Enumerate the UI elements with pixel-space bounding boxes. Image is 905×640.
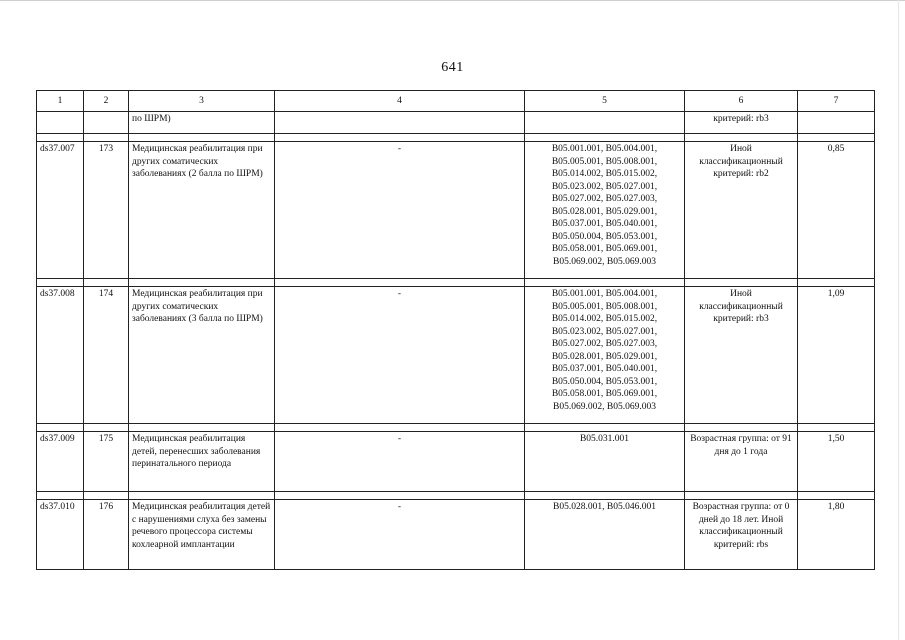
services-cell: B05.031.001 [525, 432, 685, 492]
header-cell: 3 [129, 91, 275, 112]
number-cell: 173 [84, 142, 129, 279]
row-separator [37, 279, 875, 287]
header-cell: 6 [685, 91, 798, 112]
table-row [37, 432, 875, 492]
header-cell: 2 [84, 91, 129, 112]
table-cell [84, 112, 129, 134]
header-row [37, 91, 875, 112]
coefficient-cell: 1,09 [798, 287, 875, 424]
col4-cell: - [275, 500, 525, 570]
scan-edge-shadow [898, 0, 899, 640]
code-cell: ds37.007 [37, 142, 84, 279]
name-cell: Медицинская реабилитация детей, перенесших заболевания перинатального периода [129, 432, 275, 492]
scan-edge-line [0, 0, 905, 1]
name-cell: Медицинская реабилитация при других соматических заболеваниях (3 балла по ШРМ) [129, 287, 275, 424]
row-separator [37, 424, 875, 432]
criterion-cell: Иной классификационный критерий: rb2 [685, 142, 798, 279]
table-cell [525, 112, 685, 134]
header-cell: 5 [525, 91, 685, 112]
col4-cell: - [275, 287, 525, 424]
number-cell: 174 [84, 287, 129, 424]
services-cell: B05.001.001, B05.004.001, B05.005.001, B05.008.001, B05.014.002, B05.015.002, B05.023.002, B05.027.001, B05.027.002, B05.027.003, B05.028.001, B05.029.001, B05.037.001, B05.040.001, B05.050.004, B05.053.001, B05.058.001, B05.069.001, B05.069.002, B05.069.003 [525, 287, 685, 424]
coefficient-cell: 1,80 [798, 500, 875, 570]
name-cell: Медицинская реабилитация детей с нарушениями слуха без замены речевого процессора системы кохлеарной имплантации [129, 500, 275, 570]
row-separator [37, 134, 875, 142]
tariff-table [36, 90, 875, 570]
header-cell: 7 [798, 91, 875, 112]
table-cell: критерий: rb3 [685, 112, 798, 134]
coefficient-cell: 0,85 [798, 142, 875, 279]
table-cell [37, 112, 84, 134]
table-row [37, 500, 875, 570]
criterion-cell: Возрастная группа: от 91 дня до 1 года [685, 432, 798, 492]
table-cell: по ШРМ) [129, 112, 275, 134]
number-cell: 175 [84, 432, 129, 492]
page-number: 641 [441, 60, 464, 75]
table-cell [275, 112, 525, 134]
coefficient-cell: 1,50 [798, 432, 875, 492]
table-row [37, 287, 875, 424]
code-cell: ds37.009 [37, 432, 84, 492]
continuation-row [37, 112, 875, 134]
number-cell: 176 [84, 500, 129, 570]
header-cell: 1 [37, 91, 84, 112]
criterion-cell: Возрастная группа: от 0 дней до 18 лет. Иной классификационный критерий: rbs [685, 500, 798, 570]
name-cell: Медицинская реабилитация при других соматических заболеваниях (2 балла по ШРМ) [129, 142, 275, 279]
col4-cell: - [275, 142, 525, 279]
code-cell: ds37.008 [37, 287, 84, 424]
header-cell: 4 [275, 91, 525, 112]
row-separator [37, 492, 875, 500]
table-cell [798, 112, 875, 134]
table-row [37, 142, 875, 279]
services-cell: B05.001.001, B05.004.001, B05.005.001, B05.008.001, B05.014.002, B05.015.002, B05.023.002, B05.027.001, B05.027.002, B05.027.003, B05.028.001, B05.029.001, B05.037.001, B05.040.001, B05.050.004, B05.053.001, B05.058.001, B05.069.001, B05.069.002, B05.069.003 [525, 142, 685, 279]
criterion-cell: Иной классификационный критерий: rb3 [685, 287, 798, 424]
col4-cell: - [275, 432, 525, 492]
services-cell: B05.028.001, B05.046.001 [525, 500, 685, 570]
code-cell: ds37.010 [37, 500, 84, 570]
